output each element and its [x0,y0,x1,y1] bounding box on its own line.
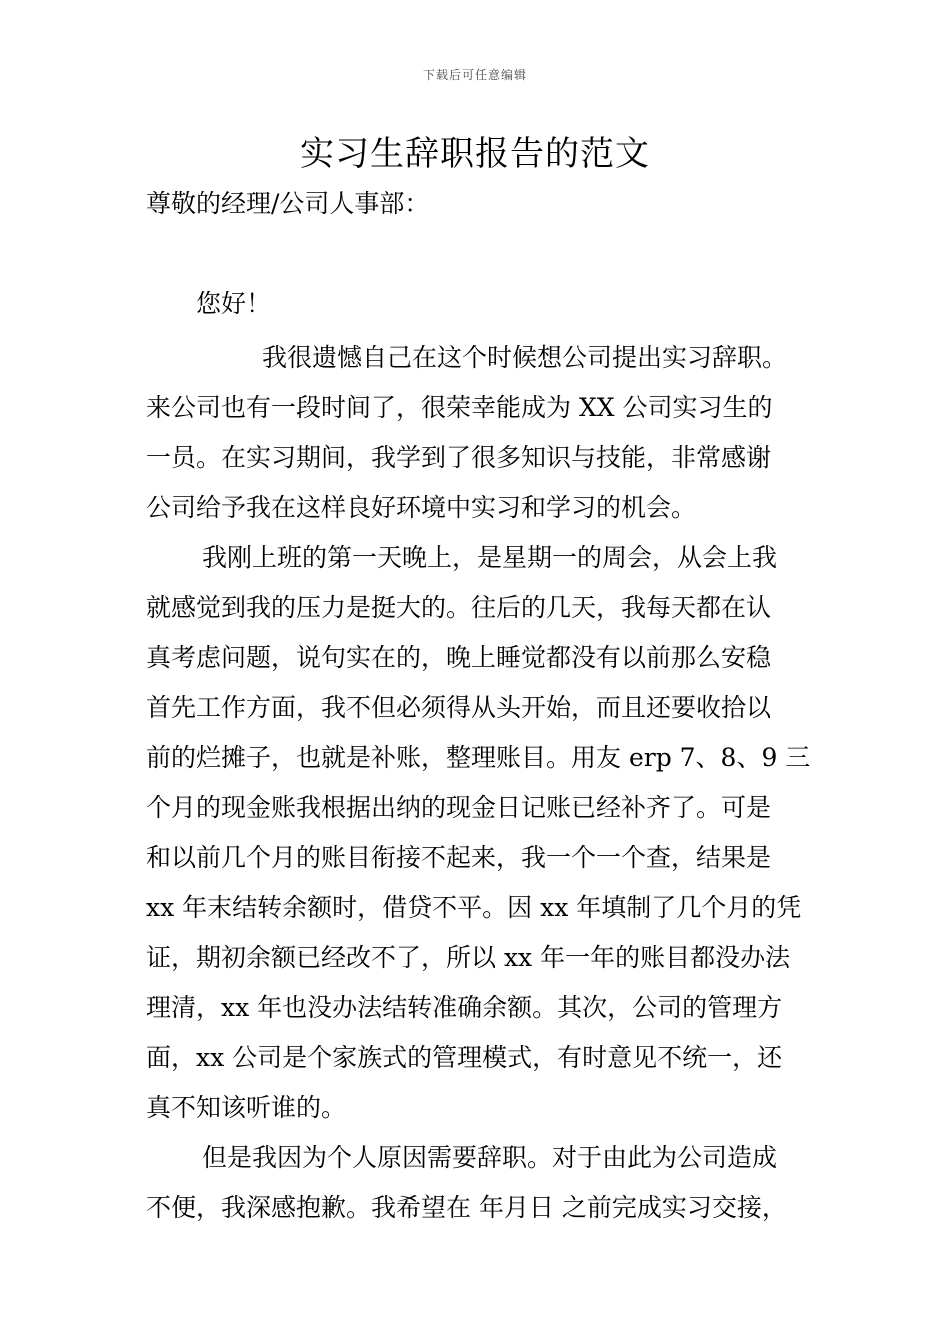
letter-body [146,333,846,1233]
body-line: 真不知该听谁的。 [146,1093,347,1122]
document-title: 实习生辞职报告的范文 [300,134,650,174]
body-line: 真考虑问题，说句实在的，晚上睡觉都没有以前那么安稳 [146,643,772,672]
body-line: 不便，我深感抱歉。我希望在 年月日 之前完成实习交接， [146,1193,787,1222]
body-line: 公司给予我在这样良好环境中实习和学习的机会。 [146,493,697,522]
body-line: 我刚上班的第一天晚上，是星期一的周会，从会上我 [202,543,778,572]
body-line: 我很遗憾自己在这个时候想公司提出实习辞职。 [262,343,788,372]
header-note: 下载后可任意编辑 [422,68,527,82]
body-line: 首先工作方面，我不但必须得从头开始，而且还要收拾以 [146,693,772,722]
body-line: 个月的现金账我根据出纳的现金日记账已经补齐了。可是 [146,793,772,822]
body-line: 一员。在实习期间，我学到了很多知识与技能，非常感谢 [146,443,772,472]
body-line: 就感觉到我的压力是挺大的。往后的几天，我每天都在认 [146,593,772,622]
body-line: 但是我因为个人原因需要辞职。对于由此为公司造成 [202,1143,778,1172]
greeting: 您好！ [196,289,272,318]
body-line: 来公司也有一段时间了，很荣幸能成为 XX 公司实习生的 [146,393,773,422]
body-line: 和以前几个月的账目衔接不起来，我一个一个查，结果是 [146,843,772,872]
body-line: 面，xx 公司是个家族式的管理模式，有时意见不统一，还 [146,1043,783,1072]
body-line: 证，期初余额已经改不了，所以 xx 年一年的账目都没办法 [146,943,791,972]
body-line: 前的烂摊子，也就是补账，整理账目。用友 erp 7、8、9 三 [146,743,811,772]
body-line: xx 年末结转余额时，借贷不平。因 xx 年填制了几个月的凭 [146,893,802,922]
salutation: 尊敬的经理/公司人事部： [146,189,430,218]
body-line: 理清，xx 年也没办法结转准确余额。其次，公司的管理方 [146,993,783,1022]
